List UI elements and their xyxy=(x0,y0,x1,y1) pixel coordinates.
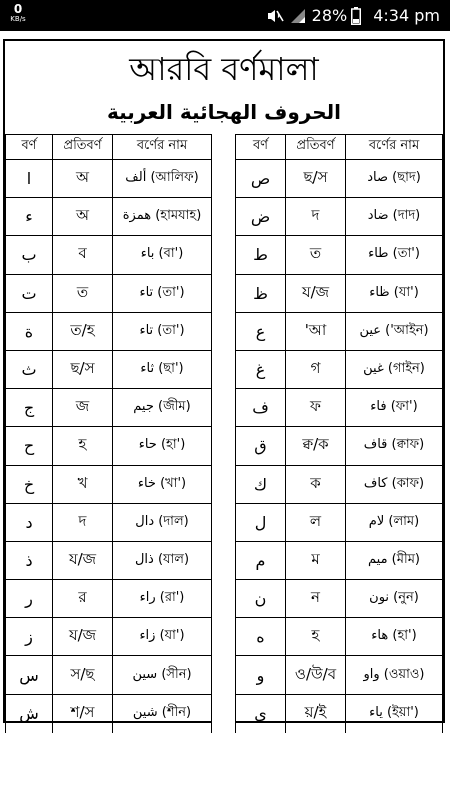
network-speed-unit: KB/s xyxy=(10,15,26,23)
page-title: আরবি বর্ণমালা xyxy=(129,50,319,88)
arabic-letter: د xyxy=(6,504,53,541)
letter-name: قاف (ক্বাফ) xyxy=(363,437,425,453)
transliteration: দ xyxy=(53,504,113,541)
letter-name: همزة (হামযাহ) xyxy=(122,208,202,224)
table-row xyxy=(6,542,211,580)
table-row xyxy=(236,542,442,580)
table-row xyxy=(6,580,211,618)
table-row xyxy=(6,389,211,427)
status-icons xyxy=(266,0,440,31)
letter-name: لام (লাম) xyxy=(368,513,420,529)
battery-icon xyxy=(351,7,361,25)
transliteration: ক xyxy=(286,466,346,503)
letter-name: خاء (খা') xyxy=(137,475,187,491)
arabic-subtitle: الحروف الهجائية العربية xyxy=(106,100,341,124)
table-row xyxy=(236,656,442,694)
transliteration: ছ/স xyxy=(286,160,346,197)
network-speed xyxy=(9,3,27,23)
transliteration: গ xyxy=(286,351,346,388)
table-row xyxy=(236,313,442,351)
arabic-letter: ص xyxy=(236,160,286,197)
table-row xyxy=(236,275,442,313)
letter-name: ظاء (যা') xyxy=(369,284,419,300)
table-row xyxy=(6,198,211,236)
arabic-letter: ا xyxy=(6,160,53,197)
letter-name: ألف (আলিফ) xyxy=(125,170,199,186)
table-row xyxy=(236,427,442,465)
table-row xyxy=(6,504,211,542)
column-divider xyxy=(212,134,235,723)
letter-name: ثاء (ছা') xyxy=(140,361,184,377)
table-row xyxy=(236,389,442,427)
arabic-letter: ة xyxy=(6,313,53,350)
arabic-letter: ب xyxy=(6,236,53,273)
alphabet-sheet xyxy=(3,39,445,723)
header-transliteration: প্রতিবর্ণ xyxy=(286,134,346,159)
header-letter-name: বর্ণের নাম xyxy=(136,138,188,153)
transliteration: ত/হ xyxy=(53,313,113,350)
letters-table-right xyxy=(235,134,443,733)
arabic-letter: ش xyxy=(6,695,53,733)
arabic-letter: ن xyxy=(236,580,286,617)
letter-name: حاء (হা') xyxy=(138,437,186,453)
transliteration: য/জ xyxy=(53,542,113,579)
letter-name: هاء (হা') xyxy=(371,628,417,644)
letters-table-left xyxy=(5,134,212,733)
arabic-letter: ق xyxy=(236,427,286,464)
transliteration: 'আ xyxy=(286,313,346,350)
transliteration: হ xyxy=(53,427,113,464)
transliteration: ক্ব/ক xyxy=(286,427,346,464)
arabic-letter: ز xyxy=(6,618,53,655)
transliteration: য়/ই xyxy=(286,695,346,733)
arabic-letter: ك xyxy=(236,466,286,503)
letter-name: شين (শীন) xyxy=(132,705,192,721)
transliteration: শ/স xyxy=(53,695,113,733)
table-row xyxy=(236,198,442,236)
arabic-letter: ط xyxy=(236,236,286,273)
transliteration: স/ছ xyxy=(53,656,113,693)
table-row xyxy=(6,351,211,389)
transliteration: অ xyxy=(53,198,113,235)
table-row xyxy=(236,580,442,618)
header-transliteration: প্রতিবর্ণ xyxy=(53,134,113,159)
transliteration: ত xyxy=(286,236,346,273)
letter-name: زاء (যা') xyxy=(139,628,185,644)
transliteration: অ xyxy=(53,160,113,197)
arabic-letter: ح xyxy=(6,427,53,464)
transliteration: হ xyxy=(286,618,346,655)
table-header xyxy=(236,134,442,160)
letter-name: ميم (মীম) xyxy=(368,551,420,567)
letter-name: ياء (ইয়া') xyxy=(369,705,419,721)
arabic-letter: ر xyxy=(6,580,53,617)
arabic-letter: خ xyxy=(6,466,53,503)
arabic-letter: ظ xyxy=(236,275,286,312)
arabic-letter: ض xyxy=(236,198,286,235)
table-row xyxy=(6,695,211,733)
table-row xyxy=(236,351,442,389)
header-letter: বর্ণ xyxy=(6,134,53,159)
letter-name: واو (ওয়াও) xyxy=(363,666,425,682)
table-row xyxy=(236,695,442,733)
clock: 4:34 pm xyxy=(373,6,440,25)
transliteration: ন xyxy=(286,580,346,617)
table-row xyxy=(6,236,211,274)
table-row xyxy=(6,160,211,198)
letter-name: تاء (তা') xyxy=(139,284,185,300)
letter-name: سين (সীন) xyxy=(132,666,192,682)
arabic-letter: غ xyxy=(236,351,286,388)
transliteration: ল xyxy=(286,504,346,541)
table-row xyxy=(6,618,211,656)
transliteration: ও/উ/ব xyxy=(286,656,346,693)
table-row xyxy=(236,466,442,504)
transliteration: খ xyxy=(53,466,113,503)
header-letter: বর্ণ xyxy=(236,134,286,159)
arabic-letter: ت xyxy=(6,275,53,312)
transliteration: ছ/স xyxy=(53,351,113,388)
letter-name: صاد (ছাদ) xyxy=(367,170,421,186)
arabic-letter: س xyxy=(6,656,53,693)
signal-icon xyxy=(290,8,306,24)
letter-name: غين (গাইন) xyxy=(363,361,425,377)
letter-name: ضاد (দাদ) xyxy=(367,208,421,224)
letter-name: عين ('আইন) xyxy=(359,322,429,338)
mute-icon xyxy=(266,8,284,24)
transliteration: র xyxy=(53,580,113,617)
network-speed-value: 0 xyxy=(13,2,23,16)
transliteration: ম xyxy=(286,542,346,579)
arabic-letter: ث xyxy=(6,351,53,388)
table-row xyxy=(6,466,211,504)
transliteration: ফ xyxy=(286,389,346,426)
table-row xyxy=(6,427,211,465)
letter-name: طاء (তা') xyxy=(368,246,420,262)
transliteration: জ xyxy=(53,389,113,426)
letter-name: تاء (তা') xyxy=(139,322,185,338)
arabic-letter: ذ xyxy=(6,542,53,579)
arabic-letter: ج xyxy=(6,389,53,426)
arabic-letter: ه xyxy=(236,618,286,655)
letter-name: ذال (যাল) xyxy=(134,551,190,567)
table-row xyxy=(236,504,442,542)
arabic-letter: ي xyxy=(236,695,286,733)
table-row xyxy=(6,656,211,694)
transliteration: য/জ xyxy=(286,275,346,312)
arabic-letter: ء xyxy=(6,198,53,235)
letter-name: دال (দাল) xyxy=(135,513,189,529)
arabic-letter: ف xyxy=(236,389,286,426)
transliteration: দ xyxy=(286,198,346,235)
letter-name: باء (বা') xyxy=(140,246,184,262)
letter-name: فاء (ফা') xyxy=(370,399,418,415)
table-row xyxy=(6,275,211,313)
letter-name: راء (রা') xyxy=(139,590,185,606)
letter-name: نون (নুন) xyxy=(369,590,419,606)
arabic-letter: ع xyxy=(236,313,286,350)
letter-name: كاف (কাফ) xyxy=(363,475,425,491)
transliteration: ব xyxy=(53,236,113,273)
transliteration: ত xyxy=(53,275,113,312)
transliteration: য/জ xyxy=(53,618,113,655)
table-header xyxy=(6,134,211,160)
header-letter-name: বর্ণের নাম xyxy=(368,138,420,153)
table-row xyxy=(236,160,442,198)
status-bar xyxy=(0,0,450,31)
letter-name: جيم (জীম) xyxy=(133,399,191,415)
arabic-letter: و xyxy=(236,656,286,693)
battery-percent: 28% xyxy=(311,6,348,25)
table-row xyxy=(236,236,442,274)
arabic-letter: م xyxy=(236,542,286,579)
table-row xyxy=(236,618,442,656)
arabic-letter: ل xyxy=(236,504,286,541)
table-row xyxy=(6,313,211,351)
